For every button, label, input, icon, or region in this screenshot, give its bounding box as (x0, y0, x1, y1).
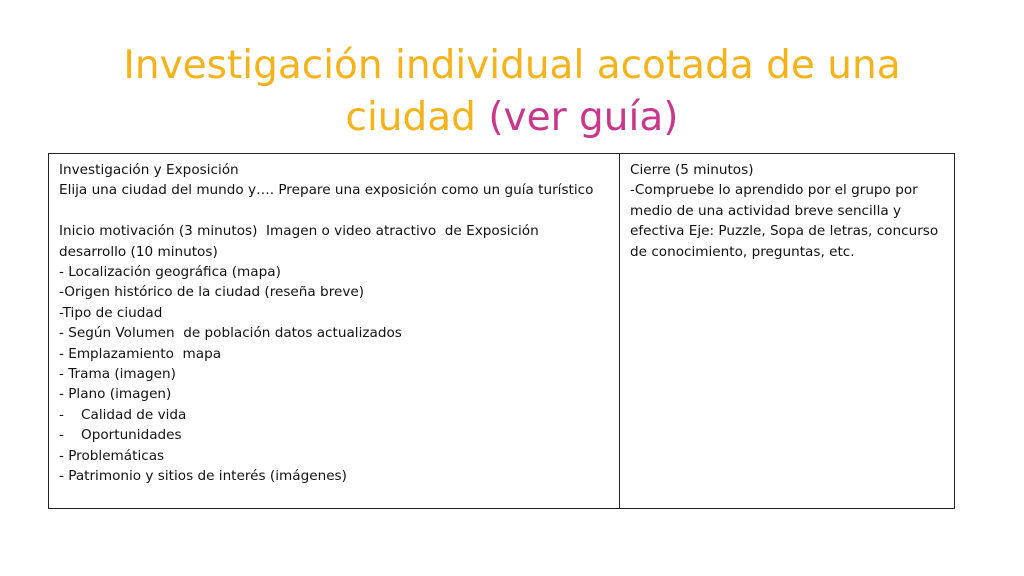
left-motivation: Inicio motivación (3 minutos) Imagen o video atractivo de Exposición desarrollo (10 minutos) (59, 223, 544, 260)
content-table (48, 153, 955, 509)
slide-title (80, 40, 944, 144)
left-heading: Investigación y Exposición (59, 162, 239, 178)
right-body: -Compruebe lo aprendido por el grupo por medio de una actividad breve sencilla y efectiva Eje: Puzzle, Sopa de letras, concurso de conocimiento, preguntas, etc. (630, 182, 943, 260)
right-cell (620, 154, 955, 509)
list-item: - Plano (imagen) (59, 386, 172, 403)
right-heading: Cierre (5 minutos) (630, 162, 754, 178)
list-item: - Emplazamiento mapa (59, 345, 222, 362)
left-cell (49, 154, 620, 509)
list-item: - Según Volumen de población datos actualizados (59, 325, 402, 342)
table-row (49, 154, 955, 509)
list-item: - Trama (imagen) (59, 366, 176, 383)
dash-bullet: - (59, 427, 64, 444)
dash-list-item (59, 425, 609, 445)
dash-list-item (59, 405, 609, 425)
list-item: - Localización geográfica (mapa) (59, 264, 281, 281)
list-item: -Origen histórico de la ciudad (reseña breve) (59, 284, 365, 301)
dash-bullet: - (59, 406, 64, 423)
dash-item-label: Calidad de vida (81, 406, 187, 423)
left-intro: Elija una ciudad del mundo y…. Prepare una exposición como un guía turístico (59, 182, 594, 199)
slide-title-main: Investigación individual acotada de una ciudad (123, 43, 901, 140)
list-item: - Problemáticas (59, 447, 165, 464)
list-item: - Patrimonio y sitios de interés (imágenes) (59, 468, 347, 485)
dash-item-label: Oportunidades (81, 427, 182, 444)
slide-title-accent: (ver guía) (488, 95, 679, 140)
left-spacer (59, 201, 609, 221)
list-item: -Tipo de ciudad (59, 304, 163, 321)
